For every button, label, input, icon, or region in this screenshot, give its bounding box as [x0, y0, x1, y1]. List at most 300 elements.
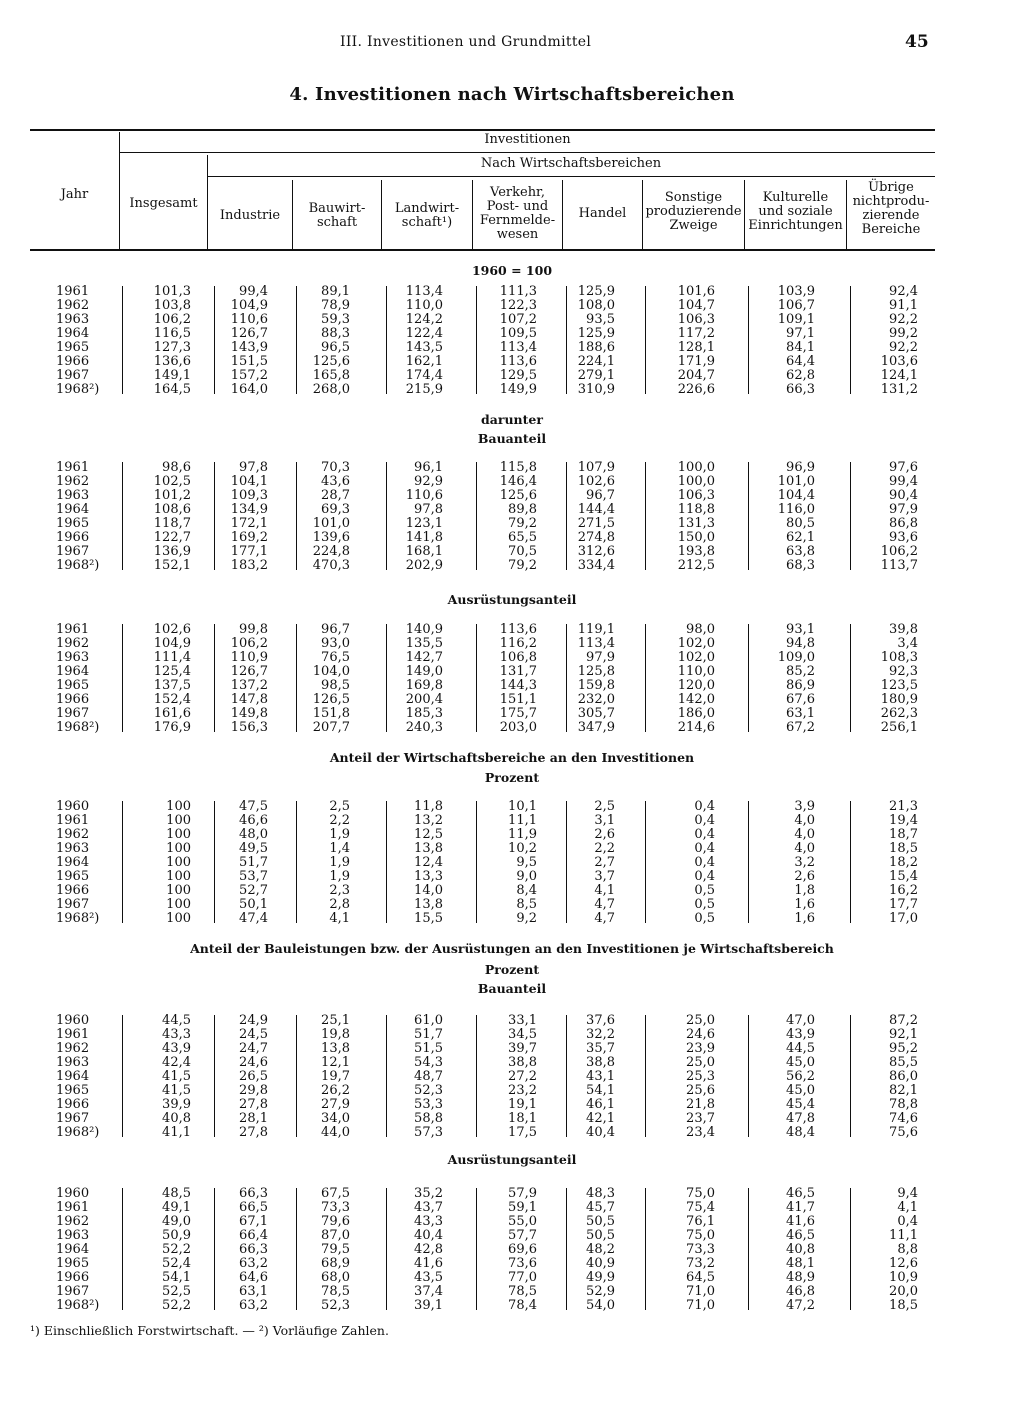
value-cell: 80,5: [786, 516, 815, 531]
value-cell: 103,9: [777, 284, 815, 299]
year-cell: 1964: [56, 1242, 90, 1257]
value-cell: 28,1: [239, 1111, 268, 1126]
value-cell: 10,9: [889, 1270, 918, 1285]
value-cell: 106,3: [677, 488, 715, 503]
value-cell: 69,3: [321, 502, 350, 517]
value-cell: 100: [166, 841, 191, 856]
value-cell: 109,1: [777, 312, 815, 327]
header-line: Post- und: [486, 199, 549, 214]
value-cell: 89,1: [321, 284, 350, 299]
value-column: [645, 461, 715, 573]
value-cell: 24,6: [239, 1055, 268, 1070]
running-head: [0, 34, 1024, 56]
value-column: [280, 1187, 350, 1313]
value-column: [373, 461, 443, 573]
value-cell: 41,1: [162, 1125, 191, 1140]
value-cell: 161,6: [153, 706, 191, 721]
value-cell: 40,4: [414, 1228, 443, 1243]
value-cell: 97,1: [786, 326, 815, 341]
col-header-jahr: Jahr: [60, 187, 89, 202]
value-column: [645, 285, 715, 397]
year-cell: 1962: [56, 298, 90, 313]
value-cell: 40,4: [586, 1125, 615, 1140]
column-separator: [122, 1188, 123, 1310]
value-cell: 67,5: [321, 1186, 350, 1201]
value-cell: 11,8: [414, 799, 443, 814]
year-cell: 1962: [56, 474, 90, 489]
value-cell: 2,2: [594, 841, 615, 856]
year-cell: 1963: [56, 1228, 90, 1243]
value-cell: 279,1: [577, 368, 615, 383]
value-cell: 45,0: [786, 1083, 815, 1098]
header-line: Einrichtungen: [748, 218, 843, 233]
value-cell: 40,9: [586, 1256, 615, 1271]
column-separator: [214, 801, 215, 923]
year-cell: 1965: [56, 869, 90, 884]
column-separator: [566, 1015, 567, 1137]
value-cell: 271,5: [577, 516, 615, 531]
value-cell: 18,5: [889, 1298, 918, 1313]
column-separator: [566, 462, 567, 570]
header-line: produzierende: [645, 204, 742, 219]
value-cell: 164,5: [153, 382, 191, 397]
value-cell: 43,7: [414, 1200, 443, 1215]
header-line: Bauwirt-: [308, 201, 366, 216]
value-cell: 54,1: [162, 1270, 191, 1285]
value-cell: 106,2: [230, 636, 268, 651]
value-cell: 102,6: [577, 474, 615, 489]
value-cell: 63,2: [239, 1298, 268, 1313]
value-cell: 2,5: [329, 799, 350, 814]
year-cell: 1965: [56, 340, 90, 355]
value-cell: 92,1: [889, 1027, 918, 1042]
value-cell: 88,3: [321, 326, 350, 341]
year-cell: 1968²): [56, 1298, 100, 1313]
year-cell: 1964: [56, 855, 90, 870]
value-cell: 106,8: [499, 650, 537, 665]
column-separator: [645, 286, 646, 394]
value-cell: 86,9: [786, 678, 815, 693]
value-cell: 131,2: [880, 382, 918, 397]
value-cell: 38,8: [508, 1055, 537, 1070]
value-cell: 151,5: [230, 354, 268, 369]
section-label: Bauanteil: [477, 981, 547, 996]
column-separator: [122, 1015, 123, 1137]
value-cell: 66,3: [786, 382, 815, 397]
value-cell: 93,1: [786, 622, 815, 637]
value-cell: 47,4: [239, 911, 268, 926]
value-cell: 73,3: [321, 1200, 350, 1215]
value-cell: 0,4: [694, 827, 715, 842]
value-cell: 102,0: [677, 650, 715, 665]
value-cell: 48,0: [239, 827, 268, 842]
value-cell: 107,9: [577, 460, 615, 475]
value-cell: 122,4: [405, 326, 443, 341]
column-separator: [645, 1015, 646, 1137]
value-cell: 99,2: [889, 326, 918, 341]
column-separator: [386, 286, 387, 394]
value-column: [645, 800, 715, 926]
value-cell: 25,0: [686, 1013, 715, 1028]
value-column: [121, 800, 191, 926]
value-cell: 75,4: [686, 1200, 715, 1215]
header-line: Verkehr,: [490, 185, 545, 200]
value-cell: 13,8: [414, 897, 443, 912]
value-cell: 52,3: [321, 1298, 350, 1313]
value-cell: 73,3: [686, 1242, 715, 1257]
value-cell: 0,4: [897, 1214, 918, 1229]
column-separator: [748, 462, 749, 570]
value-cell: 94,8: [786, 636, 815, 651]
value-cell: 100: [166, 911, 191, 926]
value-cell: 65,5: [508, 530, 537, 545]
value-cell: 43,9: [786, 1027, 815, 1042]
value-cell: 186,0: [677, 706, 715, 721]
value-cell: 100: [166, 855, 191, 870]
value-cell: 122,3: [499, 298, 537, 313]
value-cell: 212,5: [677, 558, 715, 573]
value-cell: 93,5: [586, 312, 615, 327]
value-cell: 25,3: [686, 1069, 715, 1084]
value-cell: 39,8: [889, 622, 918, 637]
value-column: [121, 1014, 191, 1140]
year-column: [56, 461, 99, 573]
value-column: [545, 1014, 615, 1140]
value-cell: 44,5: [162, 1013, 191, 1028]
value-cell: 18,1: [508, 1111, 537, 1126]
year-cell: 1966: [56, 1270, 90, 1285]
value-cell: 4,1: [897, 1200, 918, 1215]
year-cell: 1961: [56, 284, 90, 299]
value-cell: 135,5: [405, 636, 443, 651]
value-cell: 104,7: [677, 298, 715, 313]
value-cell: 274,8: [577, 530, 615, 545]
value-cell: 131,7: [499, 664, 537, 679]
value-cell: 53,7: [239, 869, 268, 884]
value-cell: 0,4: [694, 855, 715, 870]
value-cell: 45,4: [786, 1097, 815, 1112]
value-cell: 1,9: [329, 855, 350, 870]
value-column: [467, 1187, 537, 1313]
value-cell: 74,6: [889, 1111, 918, 1126]
value-cell: 109,5: [499, 326, 537, 341]
column-separator: [748, 624, 749, 732]
value-cell: 43,3: [414, 1214, 443, 1229]
value-cell: 50,1: [239, 897, 268, 912]
column-separator: [122, 286, 123, 394]
value-cell: 70,3: [321, 460, 350, 475]
value-cell: 101,0: [312, 516, 350, 531]
value-cell: 26,2: [321, 1083, 350, 1098]
value-cell: 50,5: [586, 1228, 615, 1243]
value-cell: 64,6: [239, 1270, 268, 1285]
value-cell: 39,9: [162, 1097, 191, 1112]
value-cell: 23,9: [686, 1041, 715, 1056]
value-cell: 91,1: [889, 298, 918, 313]
column-separator: [386, 624, 387, 732]
column-separator: [296, 286, 297, 394]
value-cell: 68,0: [321, 1270, 350, 1285]
value-cell: 99,4: [239, 284, 268, 299]
value-cell: 62,1: [786, 530, 815, 545]
value-cell: 4,1: [329, 911, 350, 926]
value-cell: 23,2: [508, 1083, 537, 1098]
value-cell: 113,6: [499, 354, 537, 369]
value-cell: 19,8: [321, 1027, 350, 1042]
value-cell: 1,9: [329, 869, 350, 884]
column-separator: [850, 462, 851, 570]
value-column: [645, 623, 715, 735]
column-separator: [645, 624, 646, 732]
value-cell: 3,1: [594, 813, 615, 828]
value-cell: 149,0: [405, 664, 443, 679]
header-line: Fernmelde-: [479, 213, 556, 228]
value-cell: 41,7: [786, 1200, 815, 1215]
value-cell: 124,2: [405, 312, 443, 327]
column-separator: [214, 1188, 215, 1310]
value-cell: 43,3: [162, 1027, 191, 1042]
value-cell: 47,5: [239, 799, 268, 814]
value-column: [467, 285, 537, 397]
year-cell: 1966: [56, 530, 90, 545]
value-cell: 82,1: [889, 1083, 918, 1098]
value-cell: 48,1: [786, 1256, 815, 1271]
value-cell: 79,5: [321, 1242, 350, 1257]
column-separator: [850, 624, 851, 732]
value-cell: 106,2: [880, 544, 918, 559]
value-cell: 113,4: [405, 284, 443, 299]
value-cell: 127,3: [153, 340, 191, 355]
value-column: [848, 285, 918, 397]
value-cell: 45,7: [586, 1200, 615, 1215]
column-separator: [214, 624, 215, 732]
value-cell: 70,5: [508, 544, 537, 559]
value-cell: 97,8: [239, 460, 268, 475]
value-cell: 204,7: [677, 368, 715, 383]
value-cell: 169,8: [405, 678, 443, 693]
value-cell: 76,1: [686, 1214, 715, 1229]
year-cell: 1962: [56, 636, 90, 651]
col-header-handel: Handel: [578, 206, 627, 221]
year-cell: 1968²): [56, 720, 100, 735]
value-column: [848, 1014, 918, 1140]
value-cell: 43,1: [586, 1069, 615, 1084]
value-cell: 46,6: [239, 813, 268, 828]
column-separator: [748, 286, 749, 394]
value-cell: 84,1: [786, 340, 815, 355]
value-cell: 92,2: [889, 312, 918, 327]
value-cell: 66,3: [239, 1186, 268, 1201]
value-cell: 41,5: [162, 1069, 191, 1084]
value-cell: 106,2: [153, 312, 191, 327]
year-cell: 1967: [56, 1284, 90, 1299]
year-cell: 1968²): [56, 911, 100, 926]
value-cell: 151,1: [499, 692, 537, 707]
value-cell: 156,3: [230, 720, 268, 735]
value-cell: 203,0: [499, 720, 537, 735]
value-cell: 49,9: [586, 1270, 615, 1285]
header-line: Zweige: [669, 218, 718, 233]
value-cell: 103,6: [880, 354, 918, 369]
column-separator: [296, 801, 297, 923]
year-column: [56, 285, 99, 397]
year-cell: 1961: [56, 813, 90, 828]
value-cell: 27,8: [239, 1125, 268, 1140]
value-cell: 79,2: [508, 558, 537, 573]
value-cell: 4,1: [594, 883, 615, 898]
value-column: [373, 285, 443, 397]
value-cell: 4,7: [594, 897, 615, 912]
value-cell: 64,5: [686, 1270, 715, 1285]
value-cell: 63,1: [239, 1284, 268, 1299]
value-cell: 120,0: [677, 678, 715, 693]
year-cell: 1967: [56, 544, 90, 559]
value-cell: 99,4: [889, 474, 918, 489]
header-line: schaft: [316, 215, 358, 230]
value-cell: 117,2: [677, 326, 715, 341]
value-column: [373, 623, 443, 735]
value-column: [467, 623, 537, 735]
value-cell: 9,2: [516, 911, 537, 926]
section-label: Ausrüstungsanteil: [447, 1152, 577, 1167]
header-bottom-rule: [30, 249, 935, 251]
header-line: Bereiche: [861, 222, 921, 237]
value-column: [745, 1014, 815, 1140]
value-cell: 76,5: [321, 650, 350, 665]
value-cell: 54,1: [586, 1083, 615, 1098]
value-cell: 78,5: [321, 1284, 350, 1299]
value-cell: 224,1: [577, 354, 615, 369]
value-cell: 122,7: [153, 530, 191, 545]
value-cell: 0,4: [694, 813, 715, 828]
value-cell: 11,9: [508, 827, 537, 842]
year-cell: 1967: [56, 1111, 90, 1126]
header-line: wesen: [496, 227, 539, 242]
value-cell: 118,7: [153, 516, 191, 531]
value-cell: 42,1: [586, 1111, 615, 1126]
value-cell: 2,3: [329, 883, 350, 898]
value-cell: 61,0: [414, 1013, 443, 1028]
value-cell: 34,5: [508, 1027, 537, 1042]
column-separator: [476, 462, 477, 570]
value-cell: 106,3: [677, 312, 715, 327]
value-cell: 134,9: [230, 502, 268, 517]
value-cell: 149,9: [499, 382, 537, 397]
value-cell: 40,8: [162, 1111, 191, 1126]
value-cell: 139,6: [312, 530, 350, 545]
value-cell: 16,2: [889, 883, 918, 898]
year-cell: 1967: [56, 897, 90, 912]
value-cell: 52,7: [239, 883, 268, 898]
header-line: Kulturelle: [762, 190, 829, 205]
value-cell: 174,4: [405, 368, 443, 383]
value-cell: 41,5: [162, 1083, 191, 1098]
value-cell: 104,4: [777, 488, 815, 503]
value-cell: 51,5: [414, 1041, 443, 1056]
column-separator: [386, 801, 387, 923]
value-cell: 116,0: [777, 502, 815, 517]
section-label: darunter: [481, 412, 543, 427]
value-cell: 73,2: [686, 1256, 715, 1271]
header-line: Sonstige: [664, 190, 723, 205]
column-separator: [386, 1015, 387, 1137]
value-column: [745, 800, 815, 926]
value-cell: 104,1: [230, 474, 268, 489]
value-cell: 113,4: [577, 636, 615, 651]
value-cell: 63,8: [786, 544, 815, 559]
value-column: [373, 800, 443, 926]
value-cell: 8,4: [516, 883, 537, 898]
value-cell: 47,8: [786, 1111, 815, 1126]
value-cell: 98,5: [321, 678, 350, 693]
year-cell: 1965: [56, 678, 90, 693]
running-title: III. Investitionen und Grundmittel: [340, 34, 592, 50]
value-column: [198, 461, 268, 573]
value-cell: 104,9: [230, 298, 268, 313]
value-column: [745, 461, 815, 573]
value-cell: 92,9: [414, 474, 443, 489]
value-cell: 137,5: [153, 678, 191, 693]
year-cell: 1963: [56, 841, 90, 856]
value-cell: 119,1: [577, 622, 615, 637]
value-cell: 48,3: [586, 1186, 615, 1201]
value-cell: 46,5: [786, 1228, 815, 1243]
value-cell: 97,6: [889, 460, 918, 475]
value-cell: 177,1: [230, 544, 268, 559]
value-cell: 347,9: [577, 720, 615, 735]
value-cell: 109,0: [777, 650, 815, 665]
value-cell: 13,2: [414, 813, 443, 828]
value-cell: 115,8: [499, 460, 537, 475]
value-column: [280, 800, 350, 926]
column-separator: [296, 1188, 297, 1310]
year-cell: 1964: [56, 326, 90, 341]
value-cell: 86,0: [889, 1069, 918, 1084]
value-cell: 66,3: [239, 1242, 268, 1257]
section-label: Bauanteil: [477, 431, 547, 446]
value-cell: 334,4: [577, 558, 615, 573]
value-cell: 110,0: [677, 664, 715, 679]
value-cell: 41,6: [414, 1256, 443, 1271]
year-cell: 1968²): [56, 1125, 100, 1140]
value-cell: 28,7: [321, 488, 350, 503]
value-cell: 78,8: [889, 1097, 918, 1112]
col-header-verkehr: [473, 186, 562, 242]
column-separator: [214, 462, 215, 570]
value-cell: 157,2: [230, 368, 268, 383]
value-cell: 15,5: [414, 911, 443, 926]
value-cell: 100: [166, 883, 191, 898]
table-title: 4. Investitionen nach Wirtschaftsbereichen: [289, 84, 735, 105]
value-cell: 26,5: [239, 1069, 268, 1084]
value-cell: 52,4: [162, 1256, 191, 1271]
col-header-uebrige: [847, 181, 935, 237]
value-cell: 168,1: [405, 544, 443, 559]
value-cell: 185,3: [405, 706, 443, 721]
value-cell: 27,8: [239, 1097, 268, 1112]
value-cell: 98,6: [162, 460, 191, 475]
value-cell: 18,7: [889, 827, 918, 842]
value-cell: 110,6: [405, 488, 443, 503]
value-cell: 3,7: [594, 869, 615, 884]
column-separator: [296, 462, 297, 570]
value-cell: 63,2: [239, 1256, 268, 1271]
value-column: [373, 1187, 443, 1313]
value-cell: 146,4: [499, 474, 537, 489]
value-cell: 29,8: [239, 1083, 268, 1098]
value-cell: 101,2: [153, 488, 191, 503]
value-cell: 17,7: [889, 897, 918, 912]
